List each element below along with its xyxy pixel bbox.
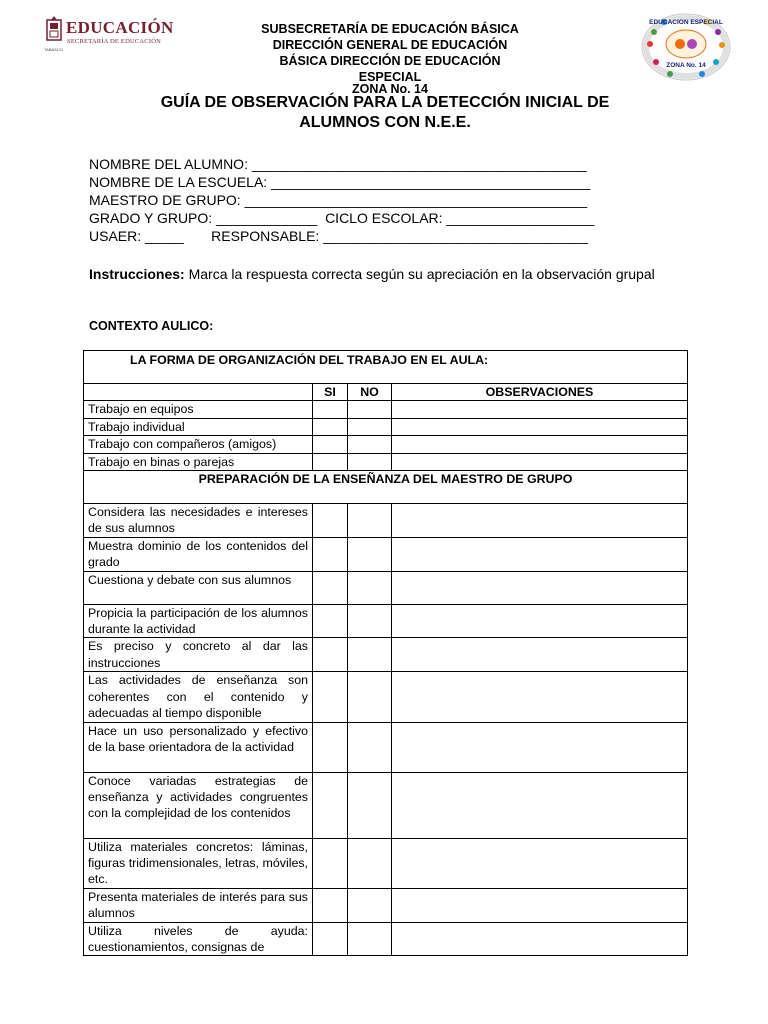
- secretaria-educacion-logo: [44, 16, 174, 50]
- si-checkbox-cell[interactable]: [313, 888, 348, 922]
- no-checkbox-cell[interactable]: [348, 604, 392, 638]
- observaciones-cell[interactable]: [392, 453, 688, 470]
- si-checkbox-cell[interactable]: [313, 638, 348, 672]
- criterion-cell: Trabajo con compañeros (amigos): [84, 436, 313, 453]
- no-checkbox-cell[interactable]: [348, 401, 392, 418]
- observaciones-cell[interactable]: [392, 722, 688, 772]
- grade-group-cycle-field[interactable]: GRADO Y GRUPO: _____________ CICLO ESCOLAR: ___________________: [89, 210, 595, 226]
- no-checkbox-cell[interactable]: [348, 537, 392, 571]
- si-checkbox-cell[interactable]: [313, 571, 348, 604]
- table-row: [84, 838, 688, 888]
- context-label: CONTEXTO AULICO:: [89, 319, 214, 333]
- section-title: LA FORMA DE ORGANIZACIÓN DEL TRABAJO EN EL AULA:: [130, 353, 489, 367]
- criterion-cell: Utiliza materiales concretos: láminas, figuras tridimensionales, letras, móviles, etc.: [84, 838, 313, 888]
- table-row: [84, 453, 688, 470]
- header-line: DIRECCIÓN GENERAL DE EDUCACIÓN: [272, 38, 508, 52]
- table-row: [84, 471, 688, 504]
- criterion-cell: Trabajo individual: [84, 418, 313, 435]
- si-checkbox-cell[interactable]: [313, 722, 348, 772]
- table-row: [84, 922, 688, 956]
- table-row: [84, 604, 688, 638]
- observaciones-cell[interactable]: [392, 672, 688, 722]
- usaer-responsible-field[interactable]: USAER: _____ RESPONSABLE: __________________________________: [89, 228, 588, 244]
- title-line-2: ALUMNOS CON N.E.E.: [299, 114, 471, 131]
- criterion-cell: Presenta materiales de interés para sus alumnos: [84, 888, 313, 922]
- criterion-cell: Muestra dominio de los contenidos del grado: [84, 537, 313, 571]
- table-row: [84, 571, 688, 604]
- educacion-especial-zona-14-logo: [640, 12, 732, 82]
- section-header-organization: [84, 351, 688, 384]
- header-line: ESPECIAL: [358, 70, 422, 84]
- table-row: [84, 672, 688, 722]
- table-row: [84, 401, 688, 418]
- logo-sub-text: SECRETARÍA DE EDUCACIÓN: [67, 38, 161, 45]
- observaciones-cell[interactable]: [392, 436, 688, 453]
- si-checkbox-cell[interactable]: [313, 418, 348, 435]
- group-teacher-field[interactable]: MAESTRO DE GRUPO: ____________________________________________: [89, 192, 588, 208]
- observaciones-cell[interactable]: [392, 638, 688, 672]
- criterion-cell: Utiliza niveles de ayuda: cuestionamientos, consignas de: [84, 922, 313, 956]
- column-header-si: SI: [313, 384, 348, 401]
- no-checkbox-cell[interactable]: [348, 504, 392, 538]
- criterion-cell: Considera las necesidades e intereses de sus alumnos: [84, 504, 313, 538]
- si-checkbox-cell[interactable]: [313, 604, 348, 638]
- observaciones-cell[interactable]: [392, 418, 688, 435]
- header-line: SUBSECRETARÍA DE EDUCACIÓN BÁSICA: [261, 22, 519, 36]
- table-row: [84, 418, 688, 435]
- criterion-cell: Conoce variadas estrategias de enseñanza y actividades congruentes con la complejidad de los contenidos: [84, 772, 313, 838]
- no-checkbox-cell[interactable]: [348, 453, 392, 470]
- no-checkbox-cell[interactable]: [348, 772, 392, 838]
- table-row: [84, 888, 688, 922]
- logo-tiny-text: TABASCO: [44, 47, 63, 52]
- table-row: [84, 436, 688, 453]
- logo-brand-text: EDUCACIÓN: [66, 18, 174, 37]
- si-checkbox-cell[interactable]: [313, 922, 348, 956]
- observaciones-cell[interactable]: [392, 401, 688, 418]
- observaciones-cell[interactable]: [392, 537, 688, 571]
- student-name-field[interactable]: NOMBRE DEL ALUMNO: ___________________________________________: [89, 156, 587, 172]
- coat-of-arms-icon: [44, 16, 64, 46]
- table-row: [84, 638, 688, 672]
- si-checkbox-cell[interactable]: [313, 838, 348, 888]
- column-header-blank: [84, 384, 313, 401]
- no-checkbox-cell[interactable]: [348, 672, 392, 722]
- instructions-text: Marca la respuesta correcta según su apreciación en la observación grupal: [184, 266, 655, 282]
- instructions-label: Instrucciones:: [89, 266, 185, 282]
- logo-zone-text: ZONA No. 14: [666, 62, 706, 69]
- header-line: BÁSICA DIRECCIÓN DE EDUCACIÓN: [279, 54, 501, 68]
- criterion-cell: Trabajo en equipos: [84, 401, 313, 418]
- observaciones-cell[interactable]: [392, 571, 688, 604]
- criterion-cell: Propicia la participación de los alumnos durante la actividad: [84, 604, 313, 638]
- column-header-observaciones: OBSERVACIONES: [392, 384, 688, 401]
- si-checkbox-cell[interactable]: [313, 672, 348, 722]
- student-info-fields: [89, 155, 689, 245]
- logo-arc-text: EDUCACION ESPECIAL: [649, 19, 723, 26]
- criterion-cell: Es preciso y concreto al dar las instrucciones: [84, 638, 313, 672]
- section-header-teacher-preparation: PREPARACIÓN DE LA ENSEÑANZA DEL MAESTRO DE GRUPO: [84, 471, 688, 504]
- si-checkbox-cell[interactable]: [313, 504, 348, 538]
- criterion-cell: Cuestiona y debate con sus alumnos: [84, 571, 313, 604]
- document-title: [110, 93, 660, 133]
- criterion-cell: Las actividades de enseñanza son coherentes con el contenido y adecuadas al tiempo disponible: [84, 672, 313, 722]
- criterion-cell: Hace un uso personalizado y efectivo de la base orientadora de la actividad: [84, 722, 313, 772]
- si-checkbox-cell[interactable]: [313, 537, 348, 571]
- header-line: ZONA No. 14: [352, 82, 428, 96]
- column-header-no: NO: [348, 384, 392, 401]
- observaciones-cell[interactable]: [392, 838, 688, 888]
- school-name-field[interactable]: NOMBRE DE LA ESCUELA: _________________________________________: [89, 174, 591, 190]
- observation-table: [83, 350, 688, 956]
- si-checkbox-cell[interactable]: [313, 772, 348, 838]
- title-line-1: GUÍA DE OBSERVACIÓN PARA LA DETECCIÓN INICIAL DE: [160, 94, 610, 111]
- si-checkbox-cell[interactable]: [313, 436, 348, 453]
- observaciones-cell[interactable]: [392, 772, 688, 838]
- no-checkbox-cell[interactable]: [348, 436, 392, 453]
- observaciones-cell[interactable]: [392, 922, 688, 956]
- table-row: [84, 722, 688, 772]
- observaciones-cell[interactable]: [392, 888, 688, 922]
- no-checkbox-cell[interactable]: [348, 888, 392, 922]
- no-checkbox-cell[interactable]: [348, 638, 392, 672]
- institution-header: [230, 21, 550, 97]
- si-checkbox-cell[interactable]: [313, 453, 348, 470]
- si-checkbox-cell[interactable]: [313, 401, 348, 418]
- instructions: [89, 265, 669, 283]
- no-checkbox-cell[interactable]: [348, 722, 392, 772]
- table-row: [84, 537, 688, 571]
- no-checkbox-cell[interactable]: [348, 571, 392, 604]
- no-checkbox-cell[interactable]: [348, 418, 392, 435]
- observaciones-cell[interactable]: [392, 504, 688, 538]
- no-checkbox-cell[interactable]: [348, 838, 392, 888]
- observaciones-cell[interactable]: [392, 604, 688, 638]
- criterion-cell: Trabajo en binas o parejas: [84, 453, 313, 470]
- table-row: [84, 772, 688, 838]
- table-row: [84, 504, 688, 538]
- no-checkbox-cell[interactable]: [348, 922, 392, 956]
